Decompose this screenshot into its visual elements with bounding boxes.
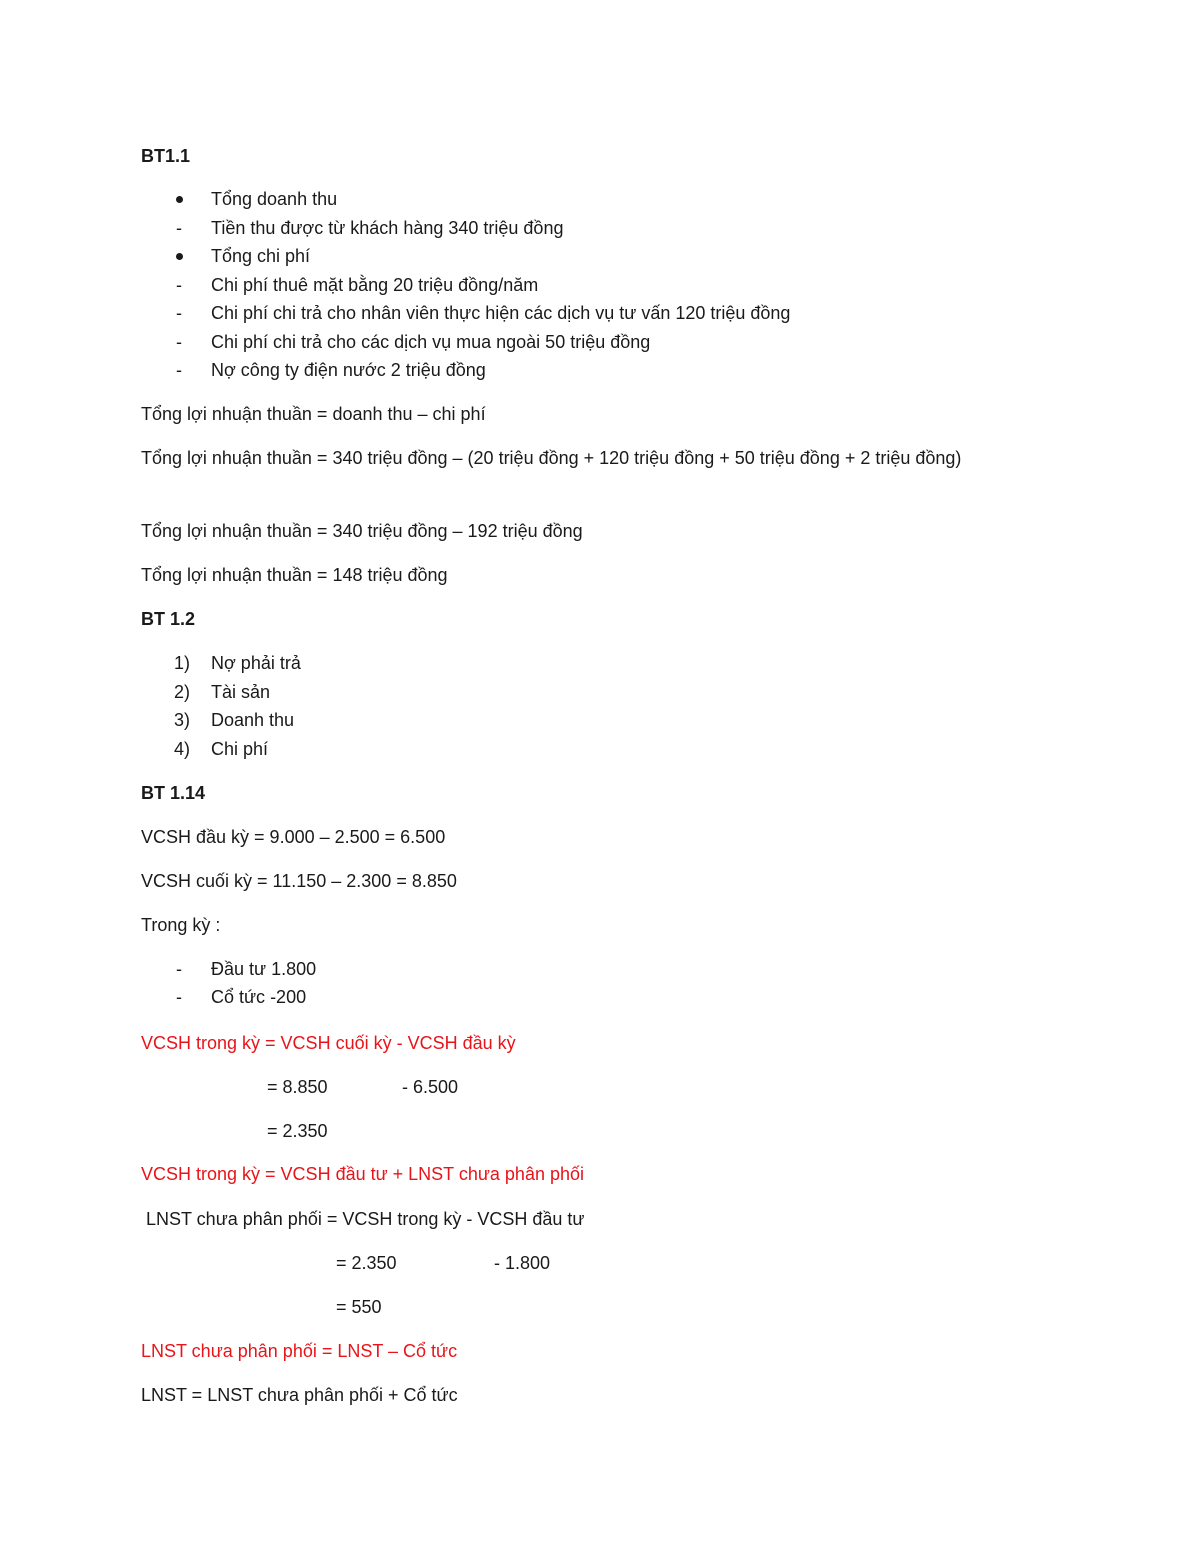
dash-marker: - xyxy=(176,959,182,979)
list-item: Chi phí chi trả cho các dịch vụ mua ngoài 50 triệu đồng xyxy=(211,332,651,352)
dash-marker: - xyxy=(176,332,182,352)
calc-value: - 1.800 xyxy=(494,1253,551,1273)
list-item: Chi phí chi trả cho nhân viên thực hiện các dịch vụ tư vấn 120 triệu đồng xyxy=(211,303,791,323)
section-title-bt1-2: BT 1.2 xyxy=(141,609,196,629)
calc-value: - 6.500 xyxy=(402,1077,459,1097)
section-title-bt1-1: BT1.1 xyxy=(141,146,191,166)
list-item: Cổ tức -200 xyxy=(211,987,307,1007)
text-line: LNST = LNST chưa phân phối + Cổ tức xyxy=(141,1385,458,1405)
list-item: Tiền thu được từ khách hàng 340 triệu đồng xyxy=(211,218,564,238)
bullet-icon xyxy=(176,253,183,260)
list-number: 4) xyxy=(174,739,191,759)
text-line: LNST chưa phân phối = VCSH trong kỳ - VCSH đầu tư xyxy=(146,1209,585,1229)
list-item: Doanh thu xyxy=(211,710,295,730)
list-item: Tổng chi phí xyxy=(211,246,311,266)
list-item: Đầu tư 1.800 xyxy=(211,959,317,979)
dash-marker: - xyxy=(176,987,182,1007)
text-line: VCSH cuối kỳ = 11.150 – 2.300 = 8.850 xyxy=(141,871,457,891)
list-number: 2) xyxy=(174,682,191,702)
calc-value: = 2.350 xyxy=(336,1253,397,1273)
list-item: Nợ phải trả xyxy=(211,653,301,673)
list-item: Tổng doanh thu xyxy=(211,189,338,209)
highlight-formula: VCSH trong kỳ = VCSH đầu tư + LNST chưa phân phối xyxy=(141,1164,584,1184)
list-item: Tài sản xyxy=(211,682,271,702)
dash-marker: - xyxy=(176,275,182,295)
section-title-bt1-14: BT 1.14 xyxy=(141,783,206,803)
calc-value: = 8.850 xyxy=(267,1077,328,1097)
formula-line: Tổng lợi nhuận thuần = 148 triệu đồng xyxy=(141,565,448,585)
list-number: 3) xyxy=(174,710,191,730)
formula-line-wrapped: Tổng lợi nhuận thuần = 340 triệu đồng – (20 triệu đồng + 120 triệu đồng + 50 triệu đồng + 2 triệu đồng) xyxy=(141,448,962,468)
text-line: Trong kỳ : xyxy=(141,915,221,935)
text-line: VCSH đầu kỳ = 9.000 – 2.500 = 6.500 xyxy=(141,827,446,847)
highlight-formula: LNST chưa phân phối = LNST – Cổ tức xyxy=(141,1341,458,1361)
list-number: 1) xyxy=(174,653,191,673)
formula-line: Tổng lợi nhuận thuần = doanh thu – chi phí xyxy=(141,404,486,424)
calc-value: = 2.350 xyxy=(267,1121,328,1141)
calc-value: = 550 xyxy=(336,1297,382,1317)
highlight-formula: VCSH trong kỳ = VCSH cuối kỳ - VCSH đầu kỳ xyxy=(141,1033,516,1053)
dash-marker: - xyxy=(176,218,182,238)
list-item: Chi phí xyxy=(211,739,269,759)
dash-marker: - xyxy=(176,303,182,323)
list-item: Chi phí thuê mặt bằng 20 triệu đồng/năm xyxy=(211,275,539,295)
list-item: Nợ công ty điện nước 2 triệu đồng xyxy=(211,360,486,380)
dash-marker: - xyxy=(176,360,182,380)
bullet-icon xyxy=(176,196,183,203)
formula-line: Tổng lợi nhuận thuần = 340 triệu đồng – 192 triệu đồng xyxy=(141,521,583,541)
